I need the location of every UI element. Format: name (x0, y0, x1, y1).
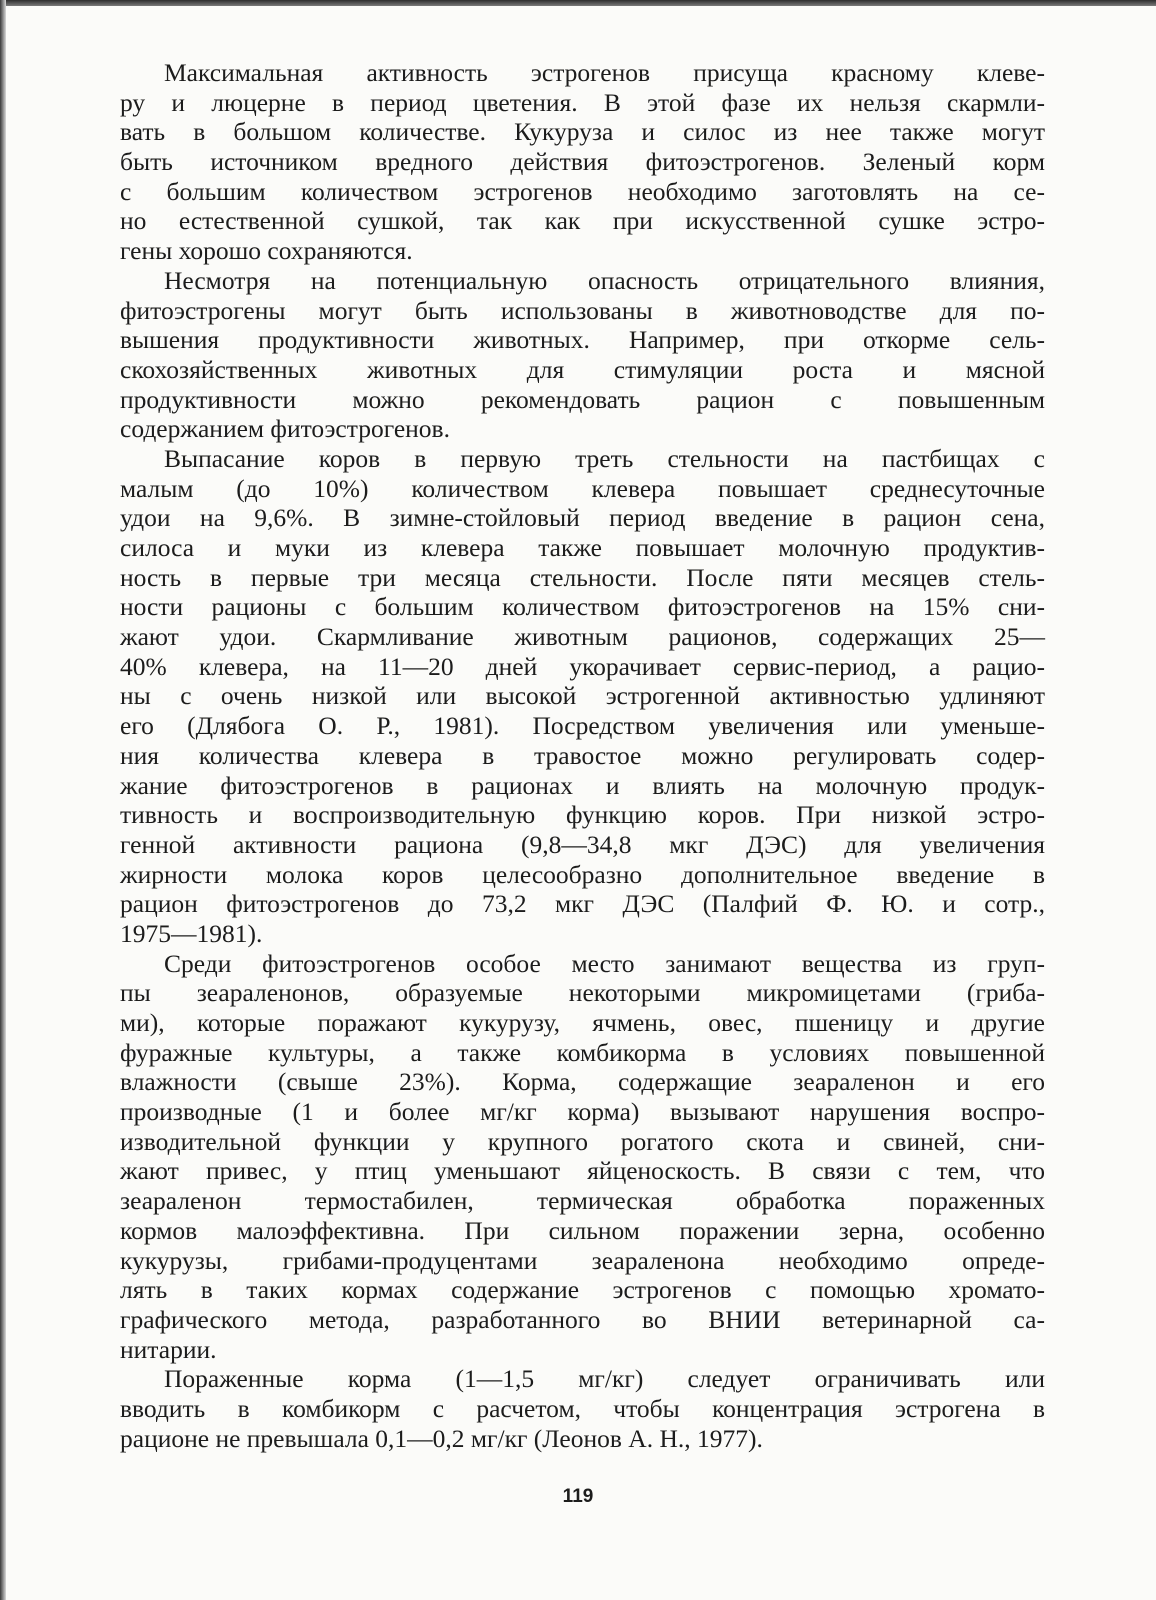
text-line: рацион фитоэстрогенов до 73,2 мкг ДЭС (Палфий Ф. Ю. и сотр., (120, 889, 1045, 919)
scan-top-edge (0, 0, 1156, 6)
text-line: вать в большом количестве. Кукуруза и силос из нее также могут (120, 117, 1045, 147)
text-line: ности рационы с большим количеством фитоэстрогенов на 15% сни- (120, 592, 1045, 622)
text-line: изводительной функции у крупного рогатого скота и свиней, сни- (120, 1126, 1045, 1156)
text-line: вышения продуктивности животных. Например, при откорме сель- (120, 325, 1045, 355)
page-number: 119 (562, 1486, 594, 1507)
body-text (120, 58, 1045, 1453)
text-line: Выпасание коров в первую треть стельности на пастбищах с (164, 443, 1045, 473)
scan-left-edge (0, 0, 6, 1600)
text-line: ми), которые поражают кукурузу, ячмень, овес, пшеницу и другие (120, 1008, 1045, 1037)
text-line: жают удои. Скармливание животным рационов, содержащих 25— (120, 622, 1045, 652)
text-line: жирности молока коров целесообразно дополнительное введение в (120, 859, 1045, 889)
text-line: вводить в комбикорм с расчетом, чтобы концентрация эстрогена в (120, 1393, 1045, 1423)
text-line: жание фитоэстрогенов в рационах и влиять на молочную продук- (120, 770, 1045, 800)
text-line: но естественной сушкой, так как при искусственной сушке эстро- (120, 206, 1045, 236)
text-line: генной активности рациона (9,8—34,8 мкг ДЭС) для увеличения (120, 829, 1045, 859)
text-line: удои на 9,6%. В зимне-стойловый период введение в рацион сена, (120, 503, 1045, 533)
text-line: содержанием фитоэстрогенов. (120, 414, 450, 444)
text-line: ния количества клевера в травостое можно регулировать содер- (120, 740, 1045, 770)
text-line: гены хорошо сохраняются. (120, 236, 413, 266)
text-line: кормов малоэффективна. При сильном поражении зерна, особенно (120, 1215, 1045, 1245)
text-line: 1975—1981). (120, 918, 263, 948)
paragraph (120, 58, 1045, 266)
text-line: Несмотря на потенциальную опасность отрицательного влияния, (164, 265, 1045, 295)
text-line: ны с очень низкой или высокой эстрогенной активностью удлиняют (120, 681, 1045, 711)
text-line: кукурузы, грибами-продуцентами зеараленона необходимо опреде- (120, 1245, 1045, 1275)
text-line: ру и люцерне в период цветения. В этой фазе их нельзя скармли- (120, 87, 1045, 117)
text-line: его (Длябога О. Р., 1981). Посредством увеличения или уменьше- (120, 711, 1045, 741)
paragraph (120, 1364, 1045, 1453)
text-line: ность в первые три месяца стельности. После пяти месяцев стель- (120, 562, 1045, 592)
text-line: нитарии. (120, 1334, 217, 1364)
text-line: фитоэстрогены могут быть использованы в животноводстве для по- (120, 295, 1045, 325)
text-line: с большим количеством эстрогенов необходимо заготовлять на се- (120, 176, 1045, 206)
text-line: влажности (свыше 23%). Корма, содержащие зеараленон и его (120, 1067, 1045, 1097)
text-line: скохозяйственных животных для стимуляции роста и мясной (120, 354, 1045, 384)
text-line: силоса и муки из клевера также повышает молочную продуктив- (120, 533, 1045, 562)
text-line: пы зеараленонов, образуемые некоторыми микромицетами (гриба- (120, 978, 1045, 1008)
text-line: зеараленон термостабилен, термическая обработка пораженных (120, 1186, 1045, 1216)
text-line: рационе не превышала 0,1—0,2 мг/кг (Леонов А. Н., 1977). (120, 1423, 763, 1453)
paragraph (120, 444, 1045, 949)
text-line: Максимальная активность эстрогенов присуща красному клеве- (164, 58, 1045, 87)
text-line: производные (1 и более мг/кг корма) вызывают нарушения воспро- (120, 1097, 1045, 1127)
text-line: графического метода, разработанного во ВНИИ ветеринарной са- (120, 1304, 1045, 1334)
text-line: лять в таких кормах содержание эстрогенов с помощью хромато- (120, 1275, 1045, 1305)
text-line: фуражные культуры, а также комбикорма в условиях повышенной (120, 1037, 1045, 1067)
text-line: жают привес, у птиц уменьшают яйценоскость. В связи с тем, что (120, 1156, 1045, 1186)
paragraph (120, 949, 1045, 1365)
text-line: 40% клевера, на 11—20 дней укорачивает сервис-период, а рацио- (120, 651, 1045, 681)
text-line: продуктивности можно рекомендовать рацион с повышенным (120, 384, 1045, 414)
text-line: Пораженные корма (1—1,5 мг/кг) следует ограничивать или (164, 1364, 1045, 1394)
text-line: малым (до 10%) количеством клевера повышает среднесуточные (120, 473, 1045, 503)
text-line: быть источником вредного действия фитоэстрогенов. Зеленый корм (120, 147, 1045, 177)
text-line: Среди фитоэстрогенов особое место занимают вещества из груп- (164, 948, 1045, 978)
text-line: тивность и воспроизводительную функцию коров. При низкой эстро- (120, 800, 1045, 830)
paragraph (120, 266, 1045, 444)
